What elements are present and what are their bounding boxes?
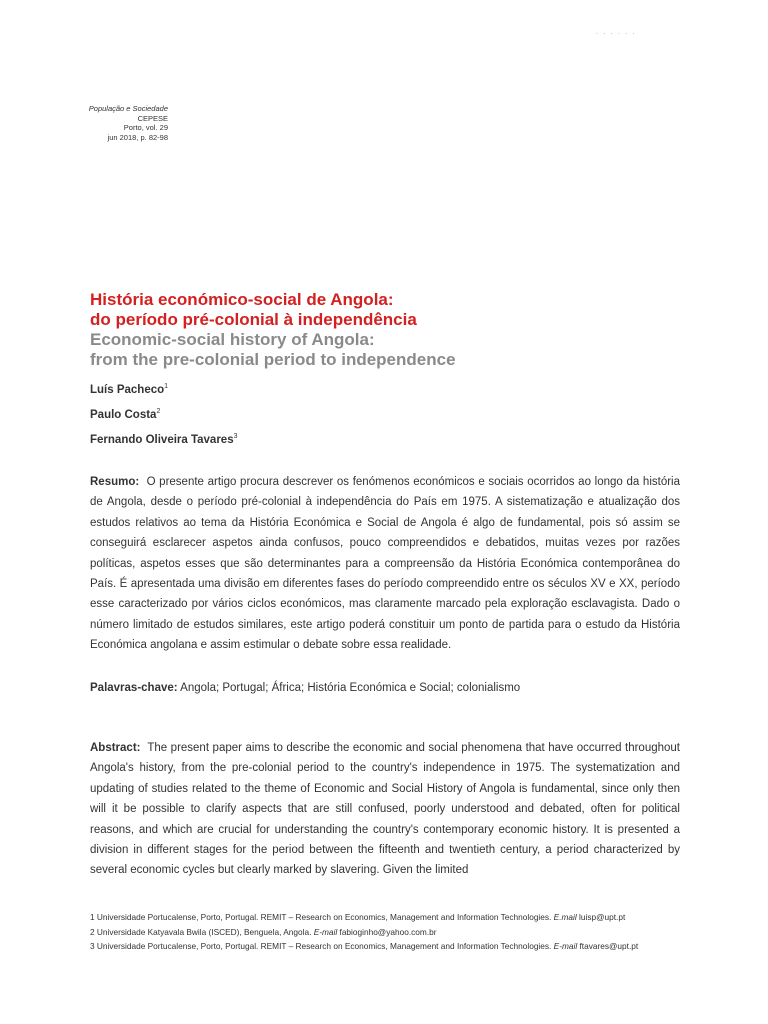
keywords-section: [90, 678, 680, 698]
keywords-label: Palavras-chave:: [90, 682, 178, 694]
title-pt-line2: do período pré-colonial à independência: [90, 310, 417, 329]
keywords-text: Angola; Portugal; África; História Económica e Social; colonialismo: [180, 682, 521, 694]
footnote-email-label: E-mail: [313, 926, 338, 937]
footnotes: [90, 910, 690, 954]
footnote-email[interactable]: fabioginho@yahoo.com.br: [339, 926, 437, 937]
journal-info: [89, 104, 168, 142]
author-note: 2: [156, 407, 161, 415]
author-list: [90, 376, 690, 450]
abstract-section: [90, 738, 680, 881]
journal-volume: Porto, vol. 29: [123, 123, 168, 132]
author: [90, 426, 690, 451]
author: [90, 376, 690, 401]
footnote: [90, 925, 690, 940]
page-top-mark: . . . . . .: [596, 30, 637, 36]
resumo-label: Resumo:: [90, 476, 140, 488]
abstract-text: The present paper aims to describe the economic and social phenomena that have occurred throughout Angola's history, from the pre-colonial period to the country's independence in 1975. The systematization and updating of studies related to the theme of Economic and Social History of Angola is fundamental, since only then will it be possible to clarify aspects that are still confused, poorly understood and debated, often for political reasons, and which are crucial for understanding the country's contemporary economic history. It is presented a division in different stages for the period between the fifteenth and twentieth century, a period characterized by several economic cycles but clearly marked by slavering. Given the limited: [90, 742, 680, 877]
footnote: [90, 910, 690, 925]
footnote-text: 1 Universidade Portucalense, Porto, Portugal. REMIT – Research on Economics, Management and Information Technologies.: [90, 912, 552, 922]
footnote-text: 2 Universidade Katyavala Bwila (ISCED), Benguela, Angola.: [90, 926, 312, 937]
abstract-label: Abstract:: [90, 742, 141, 754]
footnote-email[interactable]: ftavares@upt.pt: [579, 941, 639, 951]
footnote-text: 3 Universidade Portucalense, Porto, Portugal. REMIT – Research on Economics, Management and Information Technologies.: [90, 941, 552, 951]
title-en-line1: Economic-social history of Angola:: [90, 330, 375, 349]
author-name: Fernando Oliveira Tavares: [90, 433, 234, 446]
author-name: Paulo Costa: [90, 408, 157, 421]
footnote-email-label: E-mail: [553, 941, 578, 951]
author: [90, 401, 690, 426]
title-en-line2: from the pre-colonial period to independence: [90, 350, 456, 369]
journal-name: População e Sociedade: [88, 104, 168, 113]
resumo-section: [90, 472, 680, 656]
author-name: Luís Pacheco: [90, 383, 165, 396]
author-note: 3: [233, 432, 238, 440]
resumo-text: O presente artigo procura descrever os fenómenos económicos e sociais ocorridos ao longo da história de Angola, desde o período pré-colonial à independência do País em 1975. A sistematização e atualização dos estudos relativos ao tema da História Económica e Social de Angola é algo de fundamental, pois só assim se conseguirá esclarecer aspetos ainda confusos, pouco compreendidos e debatidos, muitas vezes por razões políticas, aspetos esses que são determinantes para a compreensão da História Económica contemporânea do País. É apresentada uma divisão em diferentes fases do período compreendido entre os séculos XV e XX, período esse caracterizado por vários ciclos económicos, mas claramente marcado pela exploração esclavagista. Dado o número limitado de estudos similares, este artigo poderá constituir um ponto de partida para o estudo da História Económica angolana e assim estimular o debate sobre essa realidade.: [90, 476, 681, 652]
author-note: 1: [164, 383, 169, 390]
title-pt-line1: História económico-social de Angola:: [90, 290, 394, 309]
footnote-email[interactable]: luisp@upt.pt: [579, 912, 626, 922]
footnote-email-label: E.mail: [553, 912, 577, 922]
footnote: [90, 939, 690, 954]
article-header: [90, 290, 690, 450]
journal-date-pages: jun 2018, p. 82-98: [107, 132, 168, 142]
journal-publisher: CEPESE: [137, 113, 168, 123]
